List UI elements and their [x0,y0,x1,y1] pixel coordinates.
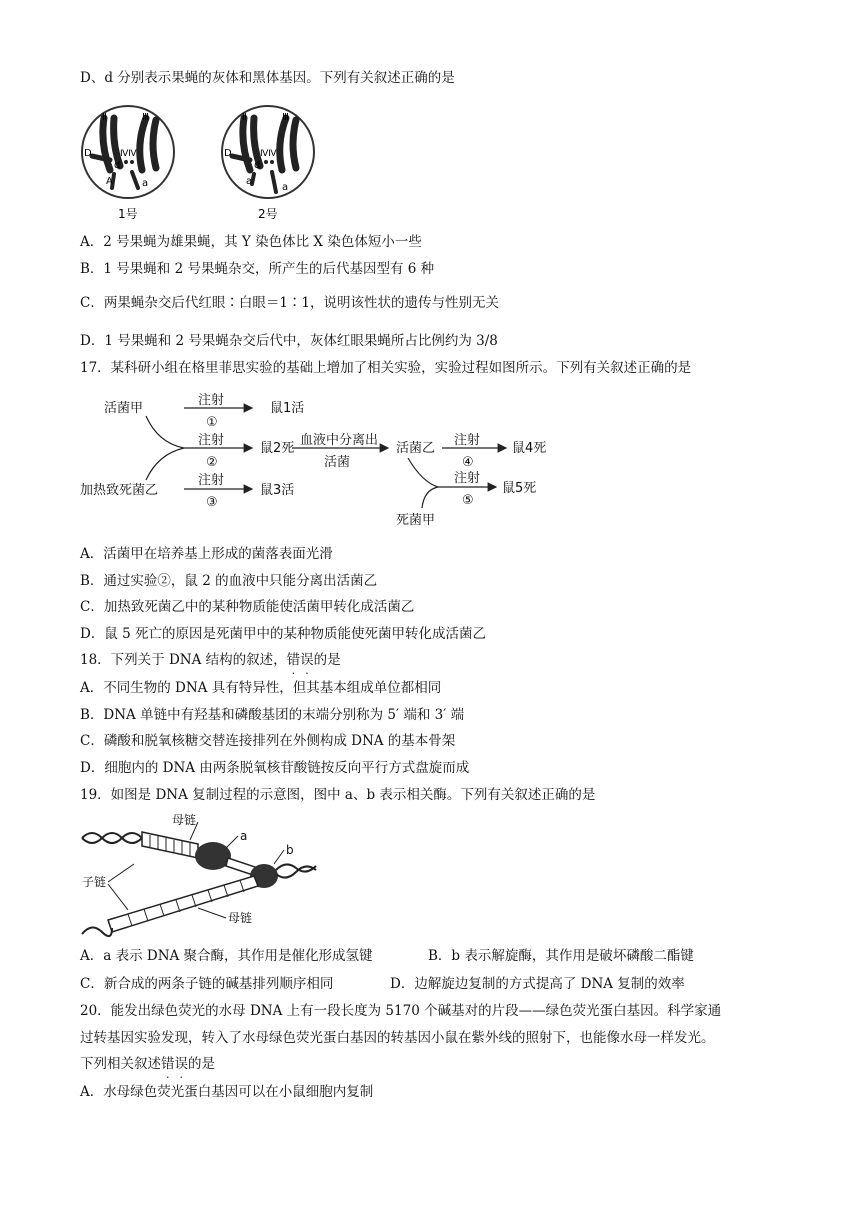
svg-text:加热致死菌乙: 加热致死菌乙 [80,483,159,498]
svg-text:注射: 注射 [198,473,225,488]
fly-1-label: 1号 [118,207,138,221]
dna-replication-figure [78,810,328,940]
fly-2-cell [222,106,314,198]
svg-text:Ⅱ: Ⅱ [242,112,247,123]
griffith-experiment-figure [78,388,548,528]
q20-line3: 下列相关叙述错误的是 [80,1056,215,1072]
svg-text:④: ④ [462,455,474,470]
svg-text:Ⅲ: Ⅲ [142,112,149,123]
svg-text:活菌乙: 活菌乙 [396,441,436,456]
q16-option-c: C．两果蝇杂交后代红眼∶白眼＝1∶1，说明该性状的遗传与性别无关 [80,295,500,311]
svg-text:鼠2死: 鼠2死 [260,441,295,456]
q20-line1: 20．能发出绿色荧光的水母 DNA 上有一段长度为 5170 个碱基对的片段——绿色荧光蛋白基因。科学家通 [80,1003,722,1019]
q19-stem: 19．如图是 DNA 复制过程的示意图，图中 a、b 表示相关酶。下列有关叙述正确的是 [80,787,596,803]
svg-text:ⅣⅣ: ⅣⅣ [120,149,137,159]
svg-text:活菌: 活菌 [324,455,351,470]
q16-option-b: B．1 号果蝇和 2 号果蝇杂交，所产生的后代基因型有 6 种 [80,261,435,277]
svg-text:注射: 注射 [198,393,225,408]
svg-text:a: a [246,176,253,187]
q19-option-a: A．a 表示 DNA 聚合酶，其作用是催化形成氢键 [80,948,373,964]
svg-text:子链: 子链 [82,875,107,889]
svg-text:d: d [114,160,121,171]
q17-option-c: C．加热致死菌乙中的某种物质能使活菌甲转化成活菌乙 [80,599,415,615]
q17-option-d: D．鼠 5 死亡的原因是死菌甲中的某种物质能使死菌甲转化成活菌乙 [80,626,486,642]
q19-option-d: D．边解旋边复制的方式提高了 DNA 复制的效率 [390,976,685,992]
svg-text:死菌甲: 死菌甲 [396,513,436,528]
svg-text:Ⅱ: Ⅱ [102,112,107,123]
svg-text:血液中分离出: 血液中分离出 [300,433,379,448]
svg-text:b: b [286,843,294,857]
q17-option-a: A．活菌甲在培养基上形成的菌落表面光滑 [80,546,333,562]
q18-option-d: D．细胞内的 DNA 由两条脱氧核苷酸链按反向平行方式盘旋而成 [80,760,470,776]
svg-text:ⅣⅣ: ⅣⅣ [260,149,277,159]
q18-option-c: C．磷酸和脱氧核糖交替连接排列在外侧构成 DNA 的基本骨架 [80,733,456,749]
q16-intro: D、d 分别表示果蝇的灰体和黑体基因。下列有关叙述正确的是 [80,70,455,86]
svg-text:①: ① [206,415,218,430]
svg-text:⑤: ⑤ [462,493,474,508]
q16-option-d: D．1 号果蝇和 2 号果蝇杂交后代中，灰体红眼果蝇所占比例约为 3/8 [80,333,498,349]
svg-text:②: ② [206,455,218,470]
svg-text:a: a [142,178,149,189]
q18-option-b: B．DNA 单链中有羟基和磷酸基团的末端分别称为 5′ 端和 3′ 端 [80,707,465,723]
q20-option-a: A．水母绿色荧光蛋白基因可以在小鼠细胞内复制 [80,1084,374,1100]
svg-text:鼠4死: 鼠4死 [512,441,547,456]
svg-text:d: d [254,160,261,171]
fruitfly-chromosome-figure [80,104,330,224]
svg-text:母链: 母链 [172,813,197,827]
svg-text:鼠3活: 鼠3活 [260,483,295,498]
q19-option-c: C．新合成的两条子链的碱基排列顺序相同 [80,976,334,992]
svg-text:③: ③ [206,495,218,510]
svg-text:D: D [224,148,232,159]
svg-text:注射: 注射 [198,433,225,448]
svg-text:鼠5死: 鼠5死 [502,481,537,496]
svg-text:母链: 母链 [228,911,253,925]
fly-1-cell [82,106,174,198]
svg-text:a: a [240,829,248,843]
svg-text:注射: 注射 [454,471,481,486]
svg-text:注射: 注射 [454,433,481,448]
svg-text:a: a [282,182,289,193]
svg-text:Ⅲ: Ⅲ [282,112,289,123]
q16-option-a: A．2 号果蝇为雄果蝇，其 Y 染色体比 X 染色体短小一些 [80,234,422,250]
q20-line2: 过转基因实验发现，转入了水母绿色荧光蛋白基因的转基因小鼠在紫外线的照射下，也能像水母一样发光。 [80,1030,715,1046]
svg-text:鼠1活: 鼠1活 [270,401,305,416]
q19-option-b: B．b 表示解旋酶，其作用是破坏磷酸二酯键 [428,948,694,964]
q17-option-b: B．通过实验②，鼠 2 的血液中只能分离出活菌乙 [80,573,378,589]
q18-option-a: A．不同生物的 DNA 具有特异性，但其基本组成单位都相同 [80,680,442,696]
fly-2-label: 2号 [258,207,278,221]
svg-text:D: D [84,148,92,159]
svg-text:A: A [106,176,113,187]
q18-stem: 18．下列关于 DNA 结构的叙述，错误的是 [80,652,341,668]
q17-stem: 17．某科研小组在格里菲思实验的基础上增加了相关实验，实验过程如图所示。下列有关叙述正确的是 [80,360,692,376]
svg-text:活菌甲: 活菌甲 [104,401,144,416]
